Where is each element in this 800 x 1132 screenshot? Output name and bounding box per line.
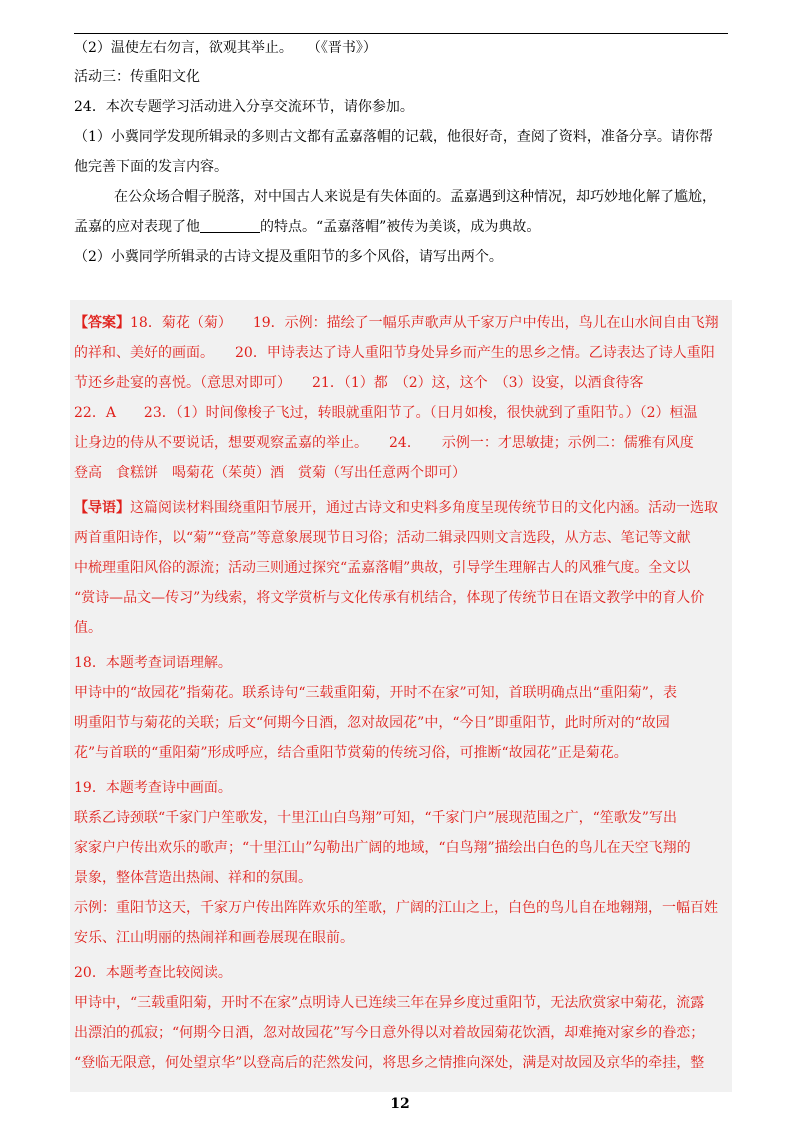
analysis-line: 甲诗中的“故园花”指菊花。联系诗句“三载重阳菊，开时不在家”可知，首联明确点出“重阳菊”，表 [74,685,677,701]
page-number: 12 [390,1096,410,1112]
analysis-line: 安乐、江山明丽的热闹祥和画卷展现在眼前。 [74,930,354,946]
analysis-heading-18: 18．本题考查词语理解。 [74,655,232,671]
answer-line: 登高 食糕饼 喝菊花（茱萸）酒 赏菊（写出任意两个即可） [74,465,466,481]
analysis-heading-20: 20．本题考查比较阅读。 [74,965,232,981]
analysis-line: 花”与首联的“重阳菊”形成呼应，结合重阳节赏菊的传统习俗，可推断“故园花”正是菊花。 [74,745,628,761]
header-rule [74,33,728,34]
answer-line [74,313,728,333]
question-line: （1）小冀同学发现所辑录的多则古文都有孟嘉落帽的记载，他很好奇，查阅了资料，准备分享。请你帮 [74,129,713,145]
question-24-stem: 24．本次专题学习活动进入分享交流环节，请你参加。 [74,99,414,115]
analysis-line: 家家户户传出欢乐的歌声；“十里江山”勾勒出广阔的地域，“白鸟翔”描绘出白色的鸟儿在天空飞翔的 [74,840,691,856]
answer-line: 的祥和、美好的画面。 20．甲诗表达了诗人重阳节身处异乡而产生的思乡之情。乙诗表达了诗人重阳 [74,345,715,361]
analysis-heading-19: 19．本题考查诗中画面。 [74,780,232,796]
analysis-line: 出漂泊的孤寂；“何期今日酒，忽对故园花”写今日意外得以对着故园菊花饮酒，却难掩对家乡的眷恋； [74,1025,705,1041]
guide-line: 值。 [74,620,102,636]
analysis-line: 联系乙诗颈联“千家门户笙歌发，十里江山白鸟翔”可知，“千家门户”展现范围之广，“笙歌发”写出 [74,810,677,826]
speech-line-with-blank [74,217,728,237]
guide-line: 两首重阳诗作，以“菊”“登高”等意象展现节日习俗；活动二辑录四则文言选段，从方志、笔记等文献 [74,530,691,546]
answer-line: 22．A 23．（1）时间像梭子飞过，转眼就重阳节了。（日月如梭，很快就到了重阳节。）（2）桓温 [74,405,698,421]
answer-blank[interactable] [200,218,260,233]
analysis-line: “登临无限意，何处望京华”以登高后的茫然发问，将思乡之情推向深处，满是对故园及京华的牵挂，整 [74,1055,705,1071]
analysis-line: 甲诗中，“三载重阳菊，开时不在家”点明诗人已连续三年在异乡度过重阳节，无法欣赏家中菊花，流露 [74,995,705,1011]
answer-line: 节还乡赴宴的喜悦。（意思对即可） 21．（1）都 （2）这，这个 （3）设宴，以酒食待客 [74,375,644,391]
answer-tag: 【答案】 [74,315,130,331]
guide-text: 这篇阅读材料围绕重阳节展开，通过古诗文和史料多角度呈现传统节日的文化内涵。活动一选取 [130,500,718,516]
speech-text: 孟嘉的应对表现了他 [74,219,200,235]
analysis-line: 示例：重阳节这天，千家万户传出阵阵欢乐的笙歌，广阔的江山之上，白色的鸟儿自在地翱翔，一幅百姓 [74,900,718,916]
activity-heading: 活动三：传重阳文化 [74,69,200,85]
guide-line: “赏诗—品文—传习”为线索，将文学赏析与文化传承有机结合，体现了传统节日在语文教学中的育人价 [74,590,705,606]
analysis-line: 景象，整体营造出热闹、祥和的氛围。 [74,870,312,886]
guide-line: 中梳理重阳风俗的源流；活动三则通过探究“孟嘉落帽”典故，引导学生理解古人的风雅气度。全文以 [74,560,691,576]
analysis-line: 明重阳节与菊花的关联；后文“何期今日酒，忽对故园花”中，“今日”即重阳节，此时所对的“故园 [74,715,670,731]
question-line: （2）温使左右勿言，欲观其举止。 （《晋书》） [74,40,377,56]
speech-text: 的特点。“孟嘉落帽”被传为美谈，成为典故。 [260,219,541,235]
guide-tag: 【导语】 [74,500,130,516]
question-line: 他完善下面的发言内容。 [74,159,228,175]
guide-line [74,498,728,518]
answer-line: 让身边的侍从不要说话，想要观察孟嘉的举止。 24． 示例一：才思敏捷；示例二：儒雅有风度 [74,435,694,451]
question-line: （2）小冀同学所辑录的古诗文提及重阳节的多个风俗，请写出两个。 [74,249,503,265]
speech-line: 在公众场合帽子脱落，对中国古人来说是有失体面的。孟嘉遇到这种情况，却巧妙地化解了尴尬， [114,189,716,205]
answer-text: 18．菊花（菊） 19．示例：描绘了一幅乐声歌声从千家万户中传出，鸟儿在山水间自由飞翔 [130,315,719,331]
